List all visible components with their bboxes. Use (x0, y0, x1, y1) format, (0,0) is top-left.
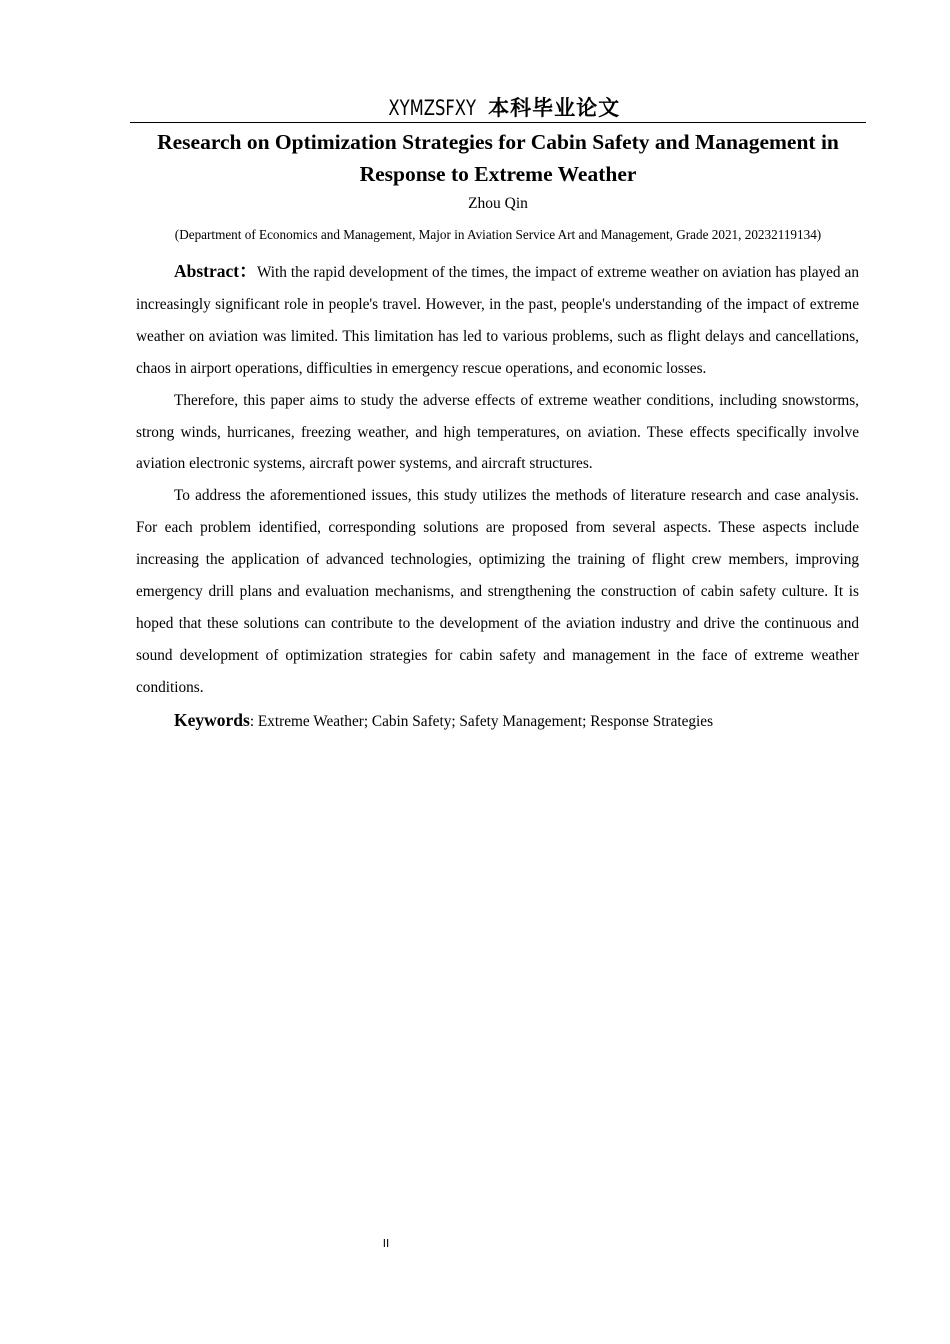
author-name: Zhou Qin (468, 195, 528, 212)
keywords-line (136, 705, 859, 738)
header-thesis-label: 本科毕业论文 (488, 96, 621, 120)
abstract-paragraph-3: To address the aforementioned issues, this study utilizes the methods of literature research and case analysis. For each problem identified, corresponding solutions are proposed from several aspects. These aspects include increasing the application of advanced technologies, optimizing the training of flight crew members, improving emergency drill plans and evaluation mechanisms, and strengthening the construction of cabin safety culture. It is hoped that these solutions can contribute to the development of the aviation industry and drive the continuous and sound development of optimization strategies for cabin safety and management in the face of extreme weather conditions. (136, 487, 859, 696)
running-header (130, 94, 866, 123)
abstract-paragraph-2: Therefore, this paper aims to study the adverse effects of extreme weather conditions, including snowstorms, strong winds, hurricanes, freezing weather, and high temperatures, on aviation. These effects specifically involve aviation electronic systems, aircraft power systems, and aircraft structures. (136, 391, 859, 473)
abstract-label: Abstract： (174, 261, 257, 281)
paper-title: Research on Optimization Strategies for Cabin Safety and Management in Response to Extreme Weather (157, 130, 839, 186)
author-affiliation: (Department of Economics and Management, Major in Aviation Service Art and Management, Grade 2021, 20232119134) (174, 227, 822, 242)
keywords-label: Keywords (174, 709, 250, 730)
header-school-code: XYMZSFXY (388, 96, 476, 120)
abstract-section (136, 256, 859, 738)
keywords-text: : Extreme Weather; Cabin Safety; Safety Management; Response Strategies (249, 712, 714, 730)
abstract-paragraph-1 (136, 256, 859, 385)
page-number: II (382, 1237, 390, 1250)
abstract-paragraph-text: With the rapid development of the times, the impact of extreme weather on aviation has played an increasingly significant role in people's travel. However, in the past, people's understanding of the impact of extreme weather on aviation was limited. This limitation has led to various problems, such as flight delays and cancellations, chaos in airport operations, difficulties in emergency rescue operations, and economic losses. (136, 264, 859, 377)
